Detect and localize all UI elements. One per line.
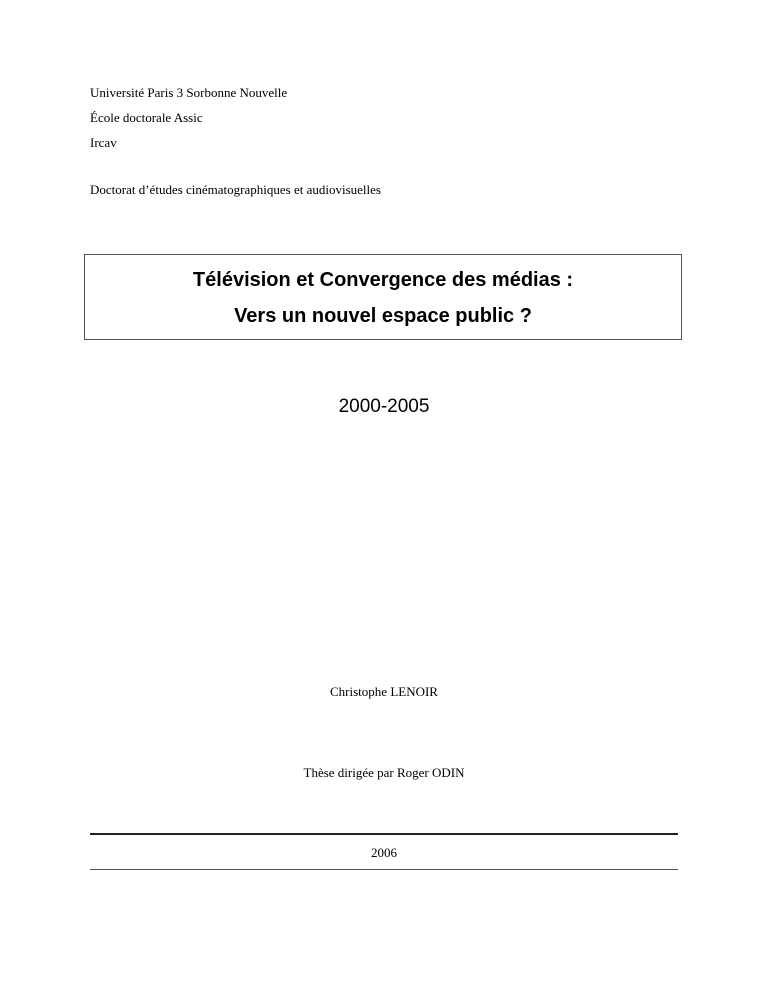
bottom-divider <box>90 869 678 870</box>
thesis-title-line-2: Vers un nouvel espace public ? <box>234 305 532 327</box>
university-name: Université Paris 3 Sorbonne Nouvelle <box>90 85 288 100</box>
thesis-title-line-1: Télévision et Convergence des médias : <box>192 269 574 291</box>
top-divider <box>90 833 678 835</box>
doctorate-field: Doctorat d’études cinématographiques et audiovisuelles <box>90 182 381 197</box>
research-lab-name: Ircav <box>90 135 117 150</box>
doctoral-school-name: École doctorale Assic <box>90 110 203 125</box>
author-name: Christophe LENOIR <box>330 684 438 699</box>
submission-year: 2006 <box>371 845 397 860</box>
supervisor-line: Thèse dirigée par Roger ODIN <box>303 765 465 780</box>
title-box <box>84 254 682 340</box>
study-period: 2000-2005 <box>338 396 430 417</box>
